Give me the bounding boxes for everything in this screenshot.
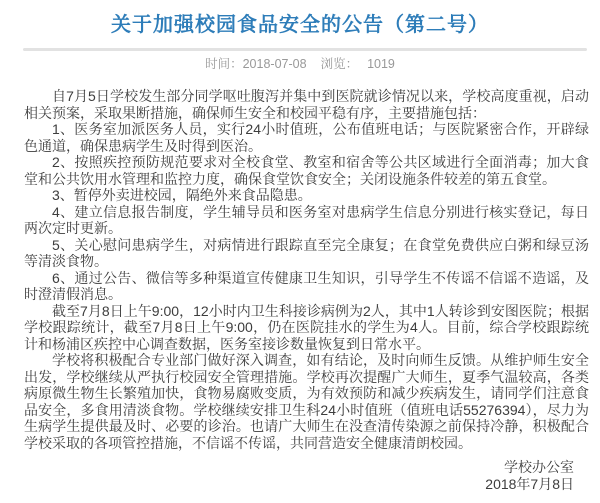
signature-org: 学校办公室 <box>504 459 574 475</box>
signature-date: 2018年7月8日 <box>485 475 574 492</box>
notice-paragraph: 6、通过公告、微信等多种渠道宣传健康卫生知识，引导学生不传谣不信谣不造谣，及时澄清假消息。 <box>24 269 589 302</box>
signature-block <box>0 459 600 492</box>
notice-paragraph: 学校将积极配合专业部门做好深入调查，如有结论，及时向师生反馈。从维护师生安全出发，学校继续从严执行校园安全管理措施。学校再次提醒广大师生，夏季气温较高，各类病原微生物生长繁殖加快，食物易腐败变质，为有效预防和减少疾病发生，请同学们注意食品安全，多食用清淡食物。学校继续安排卫生科24小时值班（值班电话55276394），尽力为生病学生提供最及时、必要的诊治。也请广大师生在没查清传染源之前保持冷静，积极配合学校采取的各项管控措施，不信谣不传谣，共同营造安全健康清朗校园。 <box>24 352 589 451</box>
notice-page <box>0 13 600 503</box>
notice-paragraph: 自7月5日学校发生部分同学呕吐腹泻并集中到医院就诊情况以来，学校高度重视，启动相关预案，采取果断措施，确保师生安全和校园平稳有序，主要措施包括： <box>24 88 589 121</box>
time-value: 2018-07-08 <box>242 57 307 71</box>
notice-body <box>0 88 600 451</box>
notice-paragraph: 3、暂停外卖进校园，隔绝外来食品隐患。 <box>52 187 312 203</box>
page-title: 关于加强校园食品安全的公告（第二号） <box>111 14 489 36</box>
title-divider <box>23 48 587 51</box>
notice-paragraph: 4、建立信息报告制度，学生辅导员和医务室对患病学生信息分别进行核实登记，每日两次定时更新。 <box>24 203 589 236</box>
notice-paragraph: 2、按照疾控预防规范要求对全校食堂、教室和宿舍等公共区域进行全面消毒；加大食堂和公共饮用水管理和监控力度，确保食堂饮食安全；关闭设施条件较差的第五食堂。 <box>24 154 589 187</box>
notice-paragraph: 1、医务室加派医务人员，实行24小时值班，公布值班电话；与医院紧密合作，开辟绿色通道，确保患病学生及时得到医治。 <box>24 121 589 154</box>
notice-paragraph: 5、关心慰问患病学生，对病情进行跟踪直至完全康复；在食堂免费供应白粥和绿豆汤等清淡食物。 <box>24 236 589 269</box>
meta-bar <box>0 56 600 72</box>
notice-paragraph: 截至7月8日上午9:00，12小时内卫生科接诊病例为2人，其中1人转诊到安图医院；根据学校跟踪统计，截至7月8日上午9:00，仍在医院挂水的学生为4人。目前，综合学校跟踪统计和杨浦区疾控中心调查数据，医务室接诊数量恢复到日常水平。 <box>24 302 589 352</box>
views-label: 浏览： <box>320 57 359 71</box>
time-label: 时间： <box>205 57 243 71</box>
views-value: 1019 <box>367 57 395 71</box>
